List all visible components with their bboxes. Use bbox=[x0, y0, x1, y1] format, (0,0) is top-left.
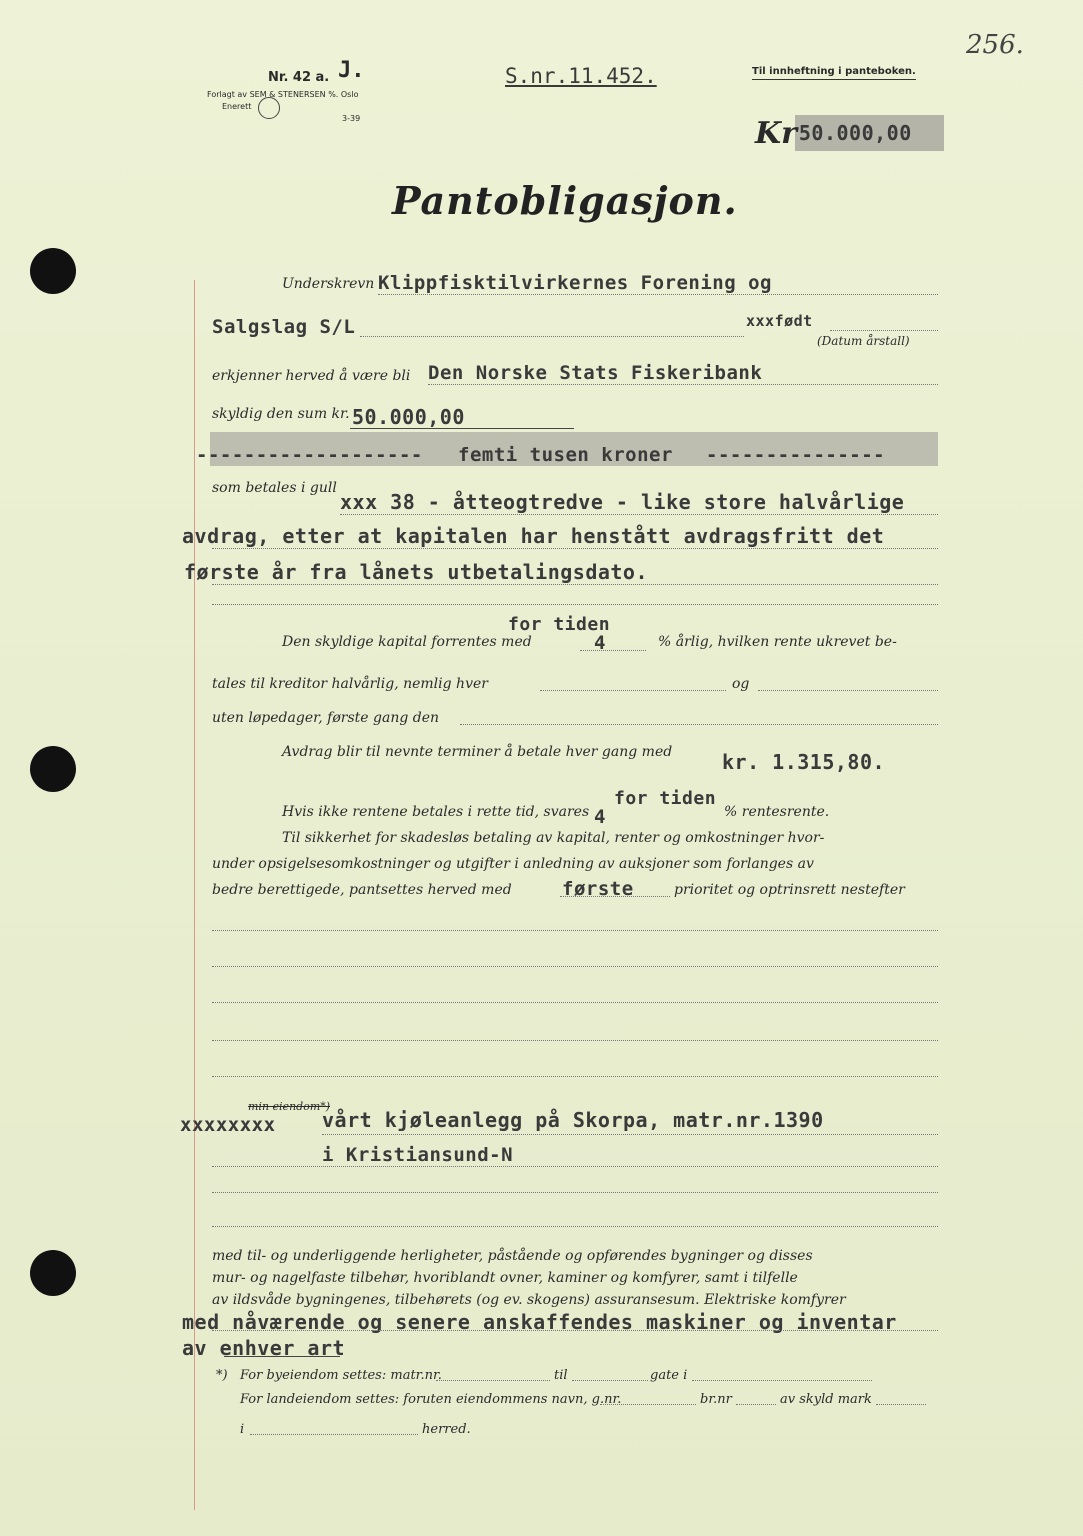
undersk-label: Underskrevn bbox=[282, 276, 375, 292]
rente-line-b: % årlig, hvilken rente ukrevet be- bbox=[658, 634, 897, 650]
for-tiden-2: for tiden bbox=[614, 788, 717, 809]
sum-value: 50.000,00 bbox=[352, 405, 465, 429]
debtor-line2: Salgslag S/L bbox=[212, 316, 356, 338]
rule bbox=[212, 1192, 938, 1193]
terms-line2: avdrag, etter at kapitalen har henstått avdragsfritt det bbox=[182, 524, 885, 548]
rule bbox=[600, 1404, 696, 1405]
form-letter: J. bbox=[338, 58, 365, 83]
debtor-line1: Klippfisktilvirkernes Forening og bbox=[378, 272, 772, 294]
rule bbox=[250, 1434, 418, 1435]
amount-box bbox=[755, 114, 937, 152]
document-title: Pantobligasjon. bbox=[392, 178, 738, 223]
rule bbox=[572, 1380, 648, 1381]
prioritet-value: første bbox=[562, 878, 634, 900]
publisher-logo-icon bbox=[258, 97, 280, 119]
lopedager-line: uten løpedager, første gang den bbox=[212, 710, 440, 726]
med-line4: med nåværende og senere anskaffendes maskiner og inventar bbox=[182, 1310, 897, 1334]
footnote-by-label: For byeiendom settes: matr.nr. bbox=[240, 1368, 442, 1383]
sikkerhet-line1: Til sikkerhet for skadesløs betaling av kapital, renter og omkostninger hvor- bbox=[282, 830, 825, 846]
sum-underline bbox=[350, 428, 574, 429]
publisher-line: Forlagt av SEM & STENERSEN %. Oslo bbox=[207, 90, 359, 99]
eiendom-label: min eiendom*) bbox=[248, 1100, 331, 1113]
footnote-land-label: For landeiendom settes: foruten eiendommens navn, g.nr. bbox=[240, 1392, 622, 1407]
rule bbox=[876, 1404, 926, 1405]
rule bbox=[212, 548, 938, 549]
publisher-date: 3-39 bbox=[342, 114, 361, 123]
eiendom-line1: vårt kjøleanlegg på Skorpa, matr.nr.1390 bbox=[322, 1108, 824, 1132]
rule bbox=[360, 336, 744, 337]
rule bbox=[830, 330, 938, 331]
rule bbox=[212, 584, 938, 585]
footnote-herred: herred. bbox=[422, 1422, 471, 1437]
sum-dashes-right: --------------- bbox=[706, 444, 886, 466]
med-line1: med til- og underliggende herligheter, påstående og opførendes bygninger og disses bbox=[212, 1248, 813, 1264]
footnote-gate: gate i bbox=[650, 1368, 688, 1383]
rule bbox=[540, 690, 726, 691]
page-number: 256. bbox=[966, 30, 1024, 60]
rule bbox=[322, 1134, 938, 1135]
rule bbox=[758, 690, 938, 691]
punch-hole-middle bbox=[30, 746, 76, 792]
rule bbox=[212, 930, 938, 931]
punch-hole-bottom bbox=[30, 1250, 76, 1296]
sikkerhet-line3a: bedre berettigede, pantsettes herved med bbox=[212, 882, 512, 898]
med-line2: mur- og nagelfaste tilbehør, hvoriblandt ovner, kaminer og komfyrer, samt i tilfelle bbox=[212, 1270, 798, 1286]
terms-line1: xxx 38 - åtteogtredve - like store halvårlige bbox=[340, 490, 905, 514]
sum-dashes-left: ------------------- bbox=[196, 444, 423, 466]
amount-value: 50.000,00 bbox=[795, 115, 944, 151]
rule bbox=[692, 1380, 872, 1381]
rule bbox=[736, 1404, 776, 1405]
rule bbox=[212, 966, 938, 967]
sum-in-words: femti tusen kroner bbox=[458, 444, 673, 466]
footnote-til: til bbox=[554, 1368, 568, 1383]
form-number: Nr. 42 a. bbox=[268, 70, 330, 85]
rule bbox=[212, 1040, 938, 1041]
rule bbox=[212, 1076, 938, 1077]
footnote-skyld: av skyld mark bbox=[780, 1392, 872, 1407]
binding-note: Til innheftning i panteboken. bbox=[752, 66, 916, 80]
serial-number: S.nr.11.452. bbox=[505, 64, 657, 88]
og-label: og bbox=[732, 676, 750, 692]
hvis-line-a: Hvis ikke rentene betales i rette tid, svares bbox=[282, 804, 590, 820]
rule bbox=[212, 1166, 938, 1167]
footnote-star: *) bbox=[216, 1368, 228, 1383]
footnote-i: i bbox=[240, 1422, 245, 1437]
rule bbox=[340, 514, 938, 515]
rule bbox=[212, 1330, 938, 1331]
punch-hole-top bbox=[30, 248, 76, 294]
eiendom-xxx: xxxxxxxx bbox=[180, 1114, 276, 1136]
terms-line3: første år fra lånets utbetalingsdato. bbox=[184, 560, 649, 584]
rente-pct: 4 bbox=[594, 632, 606, 654]
rule bbox=[560, 896, 670, 897]
hvis-line-b: % rentesrente. bbox=[724, 804, 830, 820]
rule bbox=[212, 1002, 938, 1003]
publisher-enerett: Enerett bbox=[222, 102, 252, 111]
med-line5: av enhver art bbox=[182, 1336, 346, 1360]
sikkerhet-line3b: prioritet og optrinsrett nestefter bbox=[674, 882, 905, 898]
rule bbox=[428, 384, 938, 385]
rule bbox=[212, 1226, 938, 1227]
amount-prefix: Kr bbox=[755, 115, 797, 151]
kreditor-line: tales til kreditor halvårlig, nemlig hver bbox=[212, 676, 488, 692]
eiendom-line2: i Kristiansund-N bbox=[322, 1144, 514, 1166]
rule bbox=[378, 294, 938, 295]
xxx-fodt: xxxfødt bbox=[746, 312, 813, 330]
avdrag-amount: kr. 1.315,80. bbox=[722, 750, 886, 774]
med-line3: av ildsvåde bygningenes, tilbehørets (og ev. skogens) assuransesum. Elektriske komfyrer bbox=[212, 1292, 846, 1308]
for-tiden-1: for tiden bbox=[508, 614, 611, 635]
rule bbox=[580, 650, 646, 651]
rule bbox=[460, 724, 938, 725]
rule bbox=[436, 1380, 550, 1381]
sikkerhet-line2: under opsigelsesomkostninger og utgifter i anledning av auksjoner som forlanges av bbox=[212, 856, 814, 872]
med-line5-underline bbox=[224, 1356, 340, 1357]
creditor-name: Den Norske Stats Fiskeribank bbox=[428, 362, 763, 384]
footnote-brnr: br.nr bbox=[700, 1392, 732, 1407]
betales-label: som betales i gull bbox=[212, 480, 337, 496]
avdrag-line: Avdrag blir til nevnte terminer å betale hver gang med bbox=[282, 744, 673, 760]
erkjenner-label: erkjenner herved å være bli bbox=[212, 368, 411, 384]
skyldig-label: skyldig den sum kr. bbox=[212, 406, 350, 422]
datum-label: (Datum årstall) bbox=[817, 334, 910, 348]
rente-line-a: Den skyldige kapital forrentes med bbox=[282, 634, 532, 650]
rule bbox=[212, 604, 938, 605]
hvis-pct: 4 bbox=[594, 806, 606, 828]
